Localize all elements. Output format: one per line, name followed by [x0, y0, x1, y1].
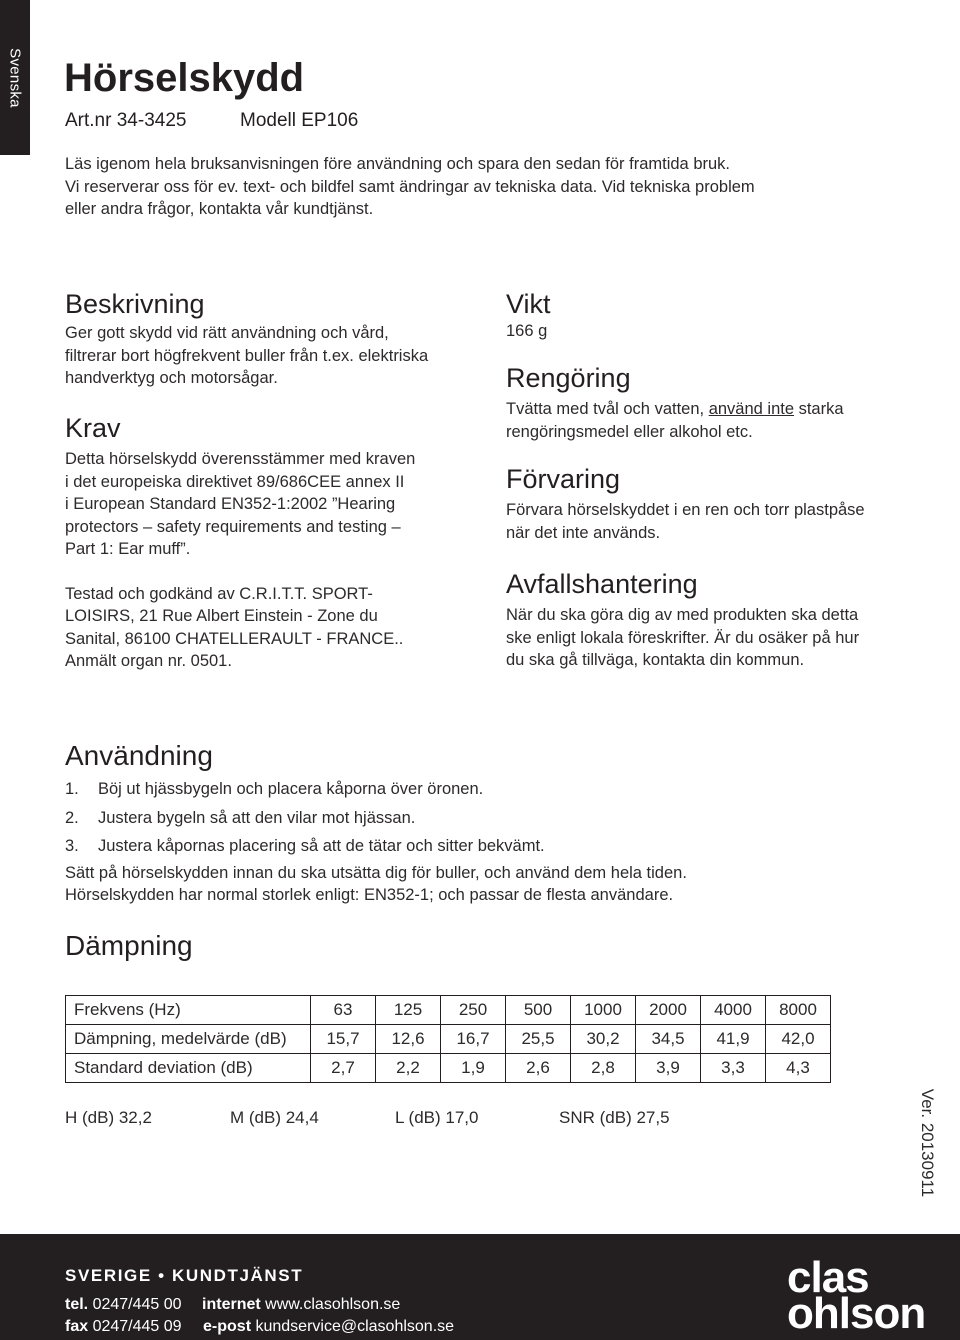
table-cell: 2,7: [311, 1054, 376, 1083]
section-forvaring: [506, 463, 926, 544]
body-line: Testad och godkänd av C.R.I.T.T. SPORT-: [65, 584, 373, 603]
section-anvandning: [65, 740, 925, 907]
section-avfallshantering: [506, 568, 926, 672]
email-label: e-post: [203, 1318, 252, 1335]
row-label: Frekvens (Hz): [66, 996, 311, 1025]
snr-value: SNR (dB) 27,5: [559, 1108, 670, 1127]
table-cell: 8000: [766, 996, 831, 1025]
body-line: i det europeiska direktivet 89/686CEE annex II: [65, 472, 405, 491]
attenuation-table: [65, 995, 831, 1083]
body-line: i European Standard EN352-1:2002 ”Hearing: [65, 495, 396, 513]
tel-number: 0247/445 00: [92, 1296, 182, 1313]
section-beskrivning: [65, 288, 475, 390]
steps-list: [65, 775, 925, 861]
language-label: Svenska: [6, 48, 24, 108]
body-line: handverktyg och motorsågar.: [65, 369, 278, 387]
table-cell: 2,8: [571, 1054, 636, 1083]
table-cell: 125: [376, 996, 441, 1025]
brand-logo: clas ohlson: [787, 1253, 926, 1338]
body-line: rengöringsmedel eller alkohol etc.: [506, 422, 753, 441]
intro-text: [65, 153, 905, 221]
page-title: Hörselskydd: [64, 56, 305, 100]
table-cell: 30,2: [571, 1025, 636, 1054]
email-link[interactable]: kundservice@clasohlson.se: [255, 1318, 455, 1335]
language-tab: [0, 0, 30, 155]
footer-title: SVERIGE • KUNDTJÄNST: [65, 1266, 304, 1285]
body-line: Sätt på hörselskydden innan du ska utsätta dig för buller, och använd dem hela tiden.: [65, 863, 687, 882]
footer-contact-line: [65, 1318, 454, 1336]
table-cell: 4,3: [766, 1054, 831, 1083]
section-krav: [65, 412, 475, 673]
section-heading: Beskrivning: [65, 289, 205, 319]
table-cell: 3,3: [701, 1054, 766, 1083]
model-number: Modell EP106: [240, 110, 359, 131]
table-cell: 2,6: [506, 1054, 571, 1083]
section-vikt: [506, 288, 926, 343]
body-line: Sanital, 86100 CHATELLERAULT - FRANCE..: [65, 629, 404, 648]
table-cell: 1000: [571, 996, 636, 1025]
article-number: Art.nr 34-3425: [65, 110, 187, 131]
body-line: Part 1: Ear muff”.: [65, 540, 191, 558]
version-label: Ver. 20130911: [918, 1088, 937, 1198]
fax-label: fax: [65, 1318, 89, 1335]
body-line: Detta hörselskydd överensstämmer med kraven: [65, 450, 416, 468]
row-label: Dämpning, medelvärde (dB): [66, 1025, 311, 1054]
intro-line: Läs igenom hela bruksanvisningen före användning och spara den sedan för framtida bruk.: [65, 155, 731, 173]
internet-label: internet: [202, 1296, 261, 1313]
table-cell: 1,9: [441, 1054, 506, 1083]
table-cell: 41,9: [701, 1025, 766, 1054]
intro-line: Vi reserverar oss för ev. text- och bildfel samt ändringar av tekniska data. Vid tekniska problem: [65, 177, 755, 196]
section-heading: Vikt: [506, 289, 551, 319]
body-line: Förvara hörselskyddet i en ren och torr plastpåse: [506, 501, 865, 519]
tel-label: tel.: [65, 1296, 89, 1313]
weight-value: 166 g: [506, 322, 548, 340]
h-value: H (dB) 32,2: [65, 1108, 152, 1127]
footer: [0, 1234, 960, 1340]
body-line: du ska gå tillväga, kontakta din kommun.: [506, 651, 805, 669]
table-cell: 3,9: [636, 1054, 701, 1083]
intro-line: eller andra frågor, kontakta vår kundtjänst.: [65, 200, 374, 218]
section-dampning: [65, 930, 193, 962]
body-line: När du ska göra dig av med produkten ska detta: [506, 606, 859, 624]
body-line: ske enligt lokala föreskrifter. Är du osäker på hur: [506, 628, 860, 647]
row-label: Standard deviation (dB): [66, 1054, 311, 1083]
table-cell: 25,5: [506, 1025, 571, 1054]
body-line: LOISIRS, 21 Rue Albert Einstein - Zone du: [65, 607, 378, 625]
list-item: 1. Böj ut hjässbygeln och placera kåporna över öronen.: [65, 780, 484, 798]
section-heading: Avfallshantering: [506, 569, 698, 599]
table-cell: 2,2: [376, 1054, 441, 1083]
table-cell: 16,7: [441, 1025, 506, 1054]
table-cell: 4000: [701, 996, 766, 1025]
table-row: [66, 1025, 831, 1054]
table-cell: 2000: [636, 996, 701, 1025]
website-link[interactable]: www.clasohlson.se: [265, 1296, 401, 1313]
body-line: Hörselskydden har normal storlek enligt: EN352-1; och passar de flesta användare.: [65, 886, 674, 904]
section-heading: Rengöring: [506, 363, 631, 393]
body-line: filtrerar bort högfrekvent buller från t.ex. elektriska: [65, 346, 429, 365]
table-cell: 42,0: [766, 1025, 831, 1054]
footer-contact-line: [65, 1296, 400, 1314]
body-line: Tvätta med tvål och vatten, använd inte starka: [506, 400, 844, 418]
table-row: [66, 1054, 831, 1083]
section-heading: Krav: [65, 413, 121, 443]
list-item: 2. Justera bygeln så att den vilar mot hjässan.: [65, 808, 416, 827]
l-value: L (dB) 17,0: [395, 1108, 479, 1127]
fax-number: 0247/445 09: [92, 1318, 182, 1335]
body-line: när det inte används.: [506, 523, 661, 542]
list-item: 3. Justera kåpornas placering så att de tätar och sitter bekvämt.: [65, 837, 545, 855]
article-line: [65, 110, 359, 132]
table-cell: 34,5: [636, 1025, 701, 1054]
section-heading: Dämpning: [65, 930, 193, 961]
body-line: protectors – safety requirements and testing –: [65, 517, 401, 536]
section-heading: Förvaring: [506, 464, 621, 494]
table-row: [66, 996, 831, 1025]
m-value: M (dB) 24,4: [230, 1108, 319, 1127]
table-cell: 15,7: [311, 1025, 376, 1054]
table-cell: 12,6: [376, 1025, 441, 1054]
table-cell: 500: [506, 996, 571, 1025]
emphasis-underline: använd inte: [708, 400, 795, 418]
table-cell: 250: [441, 996, 506, 1025]
section-rengoring: [506, 362, 926, 443]
section-heading: Användning: [65, 740, 213, 771]
table-cell: 63: [311, 996, 376, 1025]
body-line: Anmält organ nr. 0501.: [65, 652, 232, 670]
body-line: Ger gott skydd vid rätt användning och vård,: [65, 324, 389, 342]
